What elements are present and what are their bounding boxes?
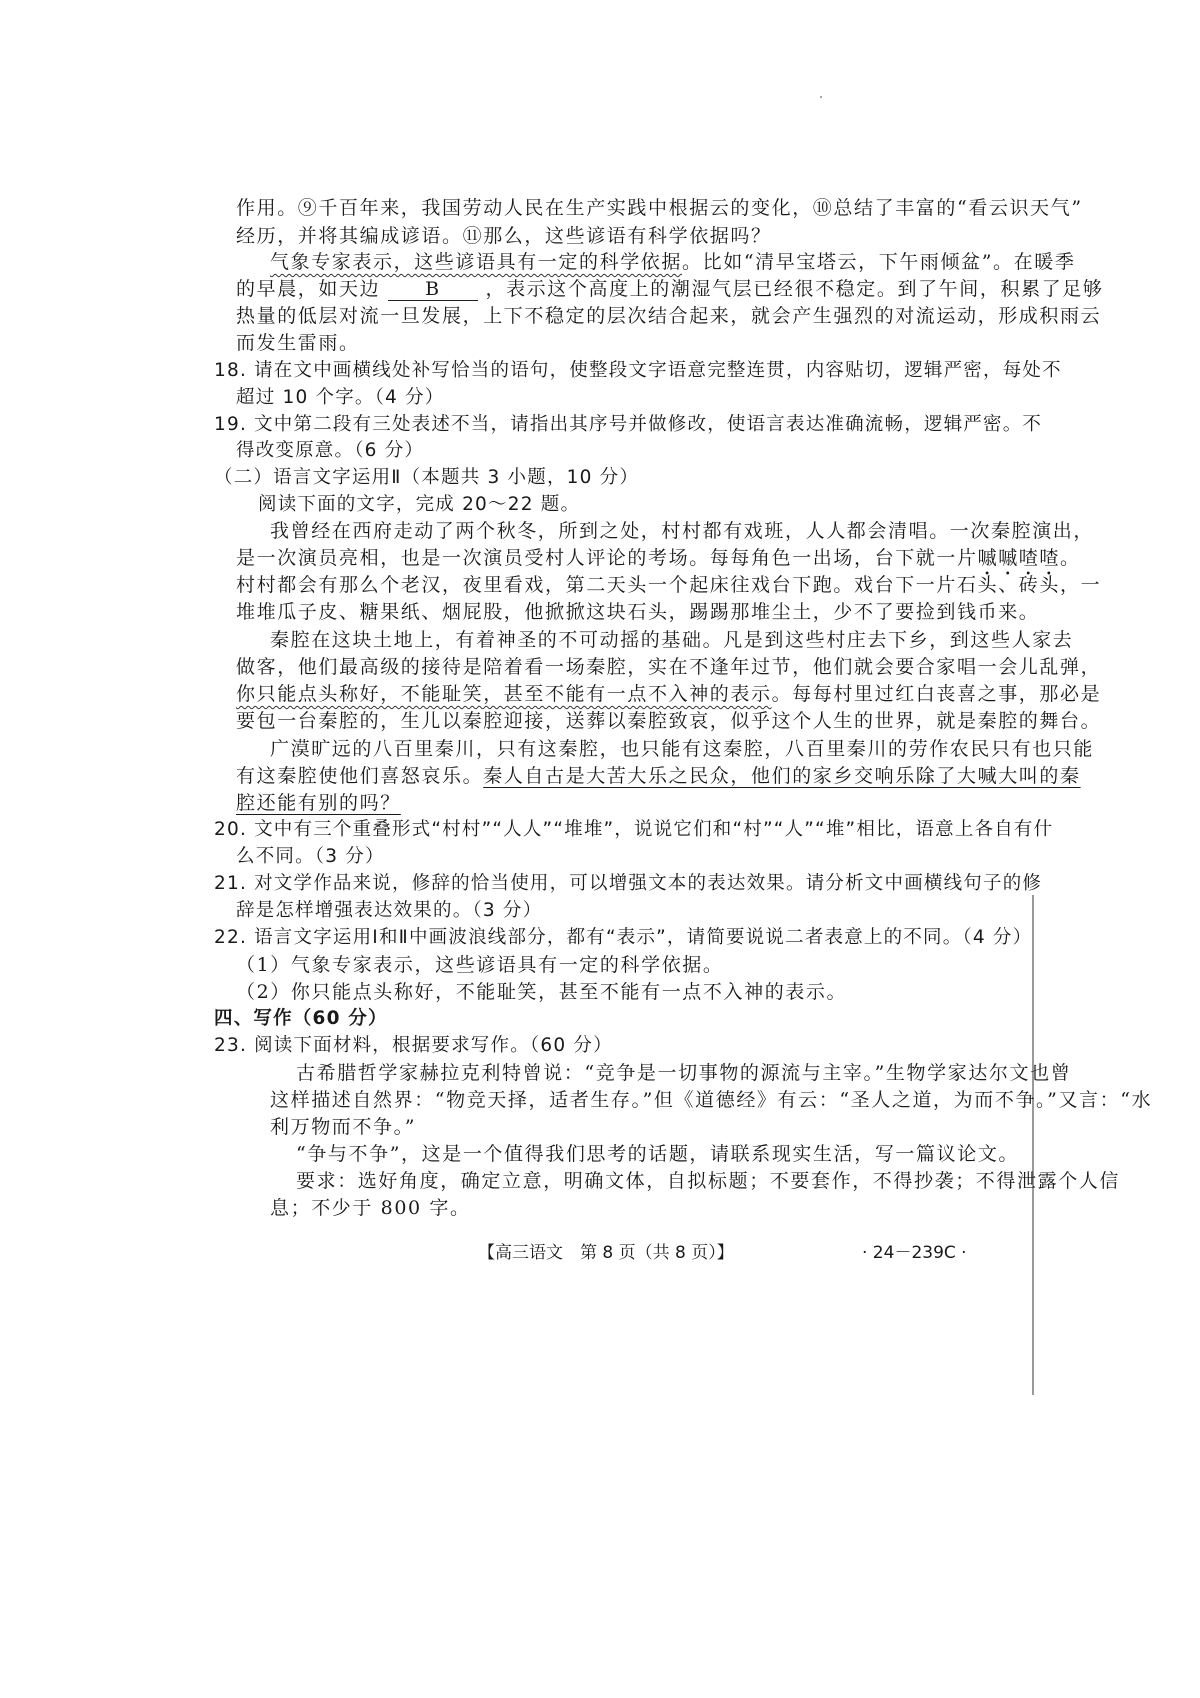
qinqiang-line: 做客，他们最高级的接待是陪着看一场秦腔，实在不逢年过节，他们就会要合家唱一会儿乱弹， [236, 656, 1102, 678]
material-line: “争与不争”，这是一个值得我们思考的话题，请联系现实生活，写一篇议论文。 [296, 1143, 1020, 1165]
passage2-line [270, 247, 1075, 277]
section-heading-2: （二）语言文字运用Ⅱ（本题共 3 小题，10 分） [214, 467, 640, 488]
passage2-line: 热量的低层对流一旦发展，上下不稳定的层次结合起来，就会产生强烈的对流运动，形成积雨云 [236, 305, 1102, 327]
footer-code: · 24－239C · [862, 1243, 967, 1263]
question-22: 22. 语言文字运用Ⅰ和Ⅱ中画波浪线部分，都有“表示”，请简要说说二者表意上的不同。（4 分） [214, 927, 1033, 948]
passage-text: 是一次演员亮相，也是一次演员受村人评论的考场。每每角色一出场，台下就一片 [236, 547, 978, 569]
underlined-sentence: 腔还能有别的吗？ [236, 792, 401, 814]
passage-text: 。每每村里过红白丧喜之事，那必是 [771, 683, 1102, 705]
qinqiang-line [236, 788, 401, 818]
wavy-underlined-sentence: 气象专家表示，这些谚语具有一定的科学依据 [270, 251, 683, 273]
underlined-sentence: 秦人自古是大苦大乐之民众，他们的家乡交响乐除了大喊大叫的秦 [483, 765, 1081, 787]
question-18-cont: 超过 10 个字。（4 分） [236, 387, 445, 408]
passage-text: 的早晨，如天边 [236, 278, 381, 300]
dotted-emphasis: 嘁嘁喳喳 [977, 547, 1061, 569]
passage2-line: 而发生雷雨。 [236, 332, 360, 354]
passage-text: 有这秦腔使他们喜怒哀乐。 [236, 765, 484, 787]
scan-edge-line [1032, 895, 1034, 1395]
qinqiang-line: 堆堆瓜子皮、糖果纸、烟屁股，他掀掀这块石头，踢踢那堆尘土，少不了要捡到钱币来。 [236, 601, 1040, 623]
wavy-underlined-sentence: 你只能点头称好，不能耻笑，甚至不能有一点不入神的表示 [236, 683, 772, 705]
reading-instruction: 阅读下面的文字，完成 20～22 题。 [258, 494, 581, 515]
question-20: 20. 文中有三个重叠形式“村村”“人人”“堆堆”，说说它们和“村”“人”“堆”相比，语意上各自有什 [214, 819, 1054, 840]
footer-page-info: 【高三语文 第 8 页（共 8 页）】 [478, 1243, 734, 1263]
material-line: 古希腊哲学家赫拉克利特曾说：“竞争是一切事物的源流与主宰。”生物学家达尔文也曾 [296, 1062, 1072, 1084]
material-line: 这样描述自然界：“物竞天择，适者生存。”但《道德经》有云：“圣人之道，为而不争。”又言：“水 [270, 1089, 1153, 1111]
qinqiang-line [236, 679, 1101, 709]
fill-blank[interactable]: B [388, 278, 478, 301]
passage-text: 。 [1060, 547, 1081, 569]
qinqiang-line: 我曾经在西府走动了两个秋冬，所到之处，村村都有戏班，人人都会清唱。一次秦腔演出， [270, 520, 1095, 542]
question-18: 18. 请在文中画横线处补写恰当的语句，使整段文字语意完整连贯，内容贴切，逻辑严密，每处不 [214, 360, 1062, 381]
qinqiang-line: 村村都会有那么个老汉，夜里看戏，第二天头一个起床往戏台下跑。戏台下一片石头、砖头，一 [236, 574, 1102, 596]
question-20-cont: 么不同。（3 分） [236, 846, 385, 867]
question-21-cont: 辞是怎样增强表达效果的。（3 分） [236, 900, 543, 921]
material-line: 息；不少于 800 字。 [270, 1197, 471, 1219]
material-line: 利万物而不争。” [270, 1116, 417, 1138]
question-22-item: （1）气象专家表示，这些谚语具有一定的科学依据。 [236, 954, 724, 976]
section-heading-4: 四、写作（60 分） [214, 1008, 388, 1029]
qinqiang-line [236, 761, 1081, 791]
question-22-item: （2）你只能点头称好，不能耻笑，甚至不能有一点不入神的表示。 [236, 981, 848, 1003]
question-21: 21. 对文学作品来说，修辞的恰当使用，可以增强文本的表达效果。请分析文中画横线句子的修 [214, 873, 1043, 894]
qinqiang-line: 秦腔在这块土地上，有着神圣的不可动摇的基础。凡是到这些村庄去下乡，到这些人家去 [270, 629, 1074, 651]
question-19-cont: 得改变原意。（6 分） [236, 440, 425, 461]
passage-text: ，表示这个高度上的潮湿气层已经很不稳定。到了午间，积累了足够 [485, 278, 1104, 300]
question-23: 23. 阅读下面材料，根据要求写作。（60 分） [214, 1035, 613, 1056]
material-line: 要求：选好角度，确定立意，明确文体，自拟标题；不要套作，不得抄袭；不得泄露个人信 [296, 1170, 1121, 1192]
passage-text: 。比如“清早宝塔云，下午雨倾盆”。在暖季 [682, 251, 1076, 273]
qinqiang-line: 要包一台秦腔的，生儿以秦腔迎接，送葬以秦腔致哀，似乎这个人生的世界，就是秦腔的舞台。 [236, 710, 1102, 732]
passage1-line: 作用。⑨千百年来，我国劳动人民在生产实践中根据云的变化，⑩总结了丰富的“看云识天气” [236, 197, 1083, 219]
qinqiang-line: 广漠旷远的八百里秦川，只有这秦腔，也只能有这秦腔，八百里秦川的劳作农民只有也只能 [270, 738, 1095, 760]
passage1-line: 经历，并将其编成谚语。⑪那么，这些谚语有科学依据吗？ [236, 225, 772, 247]
passage2-line [236, 274, 1104, 304]
question-19: 19. 文中第二段有三处表述不当，请指出其序号并做修改，使语言表达准确流畅，逻辑严密。不 [214, 414, 1043, 435]
scan-speck [820, 96, 822, 98]
